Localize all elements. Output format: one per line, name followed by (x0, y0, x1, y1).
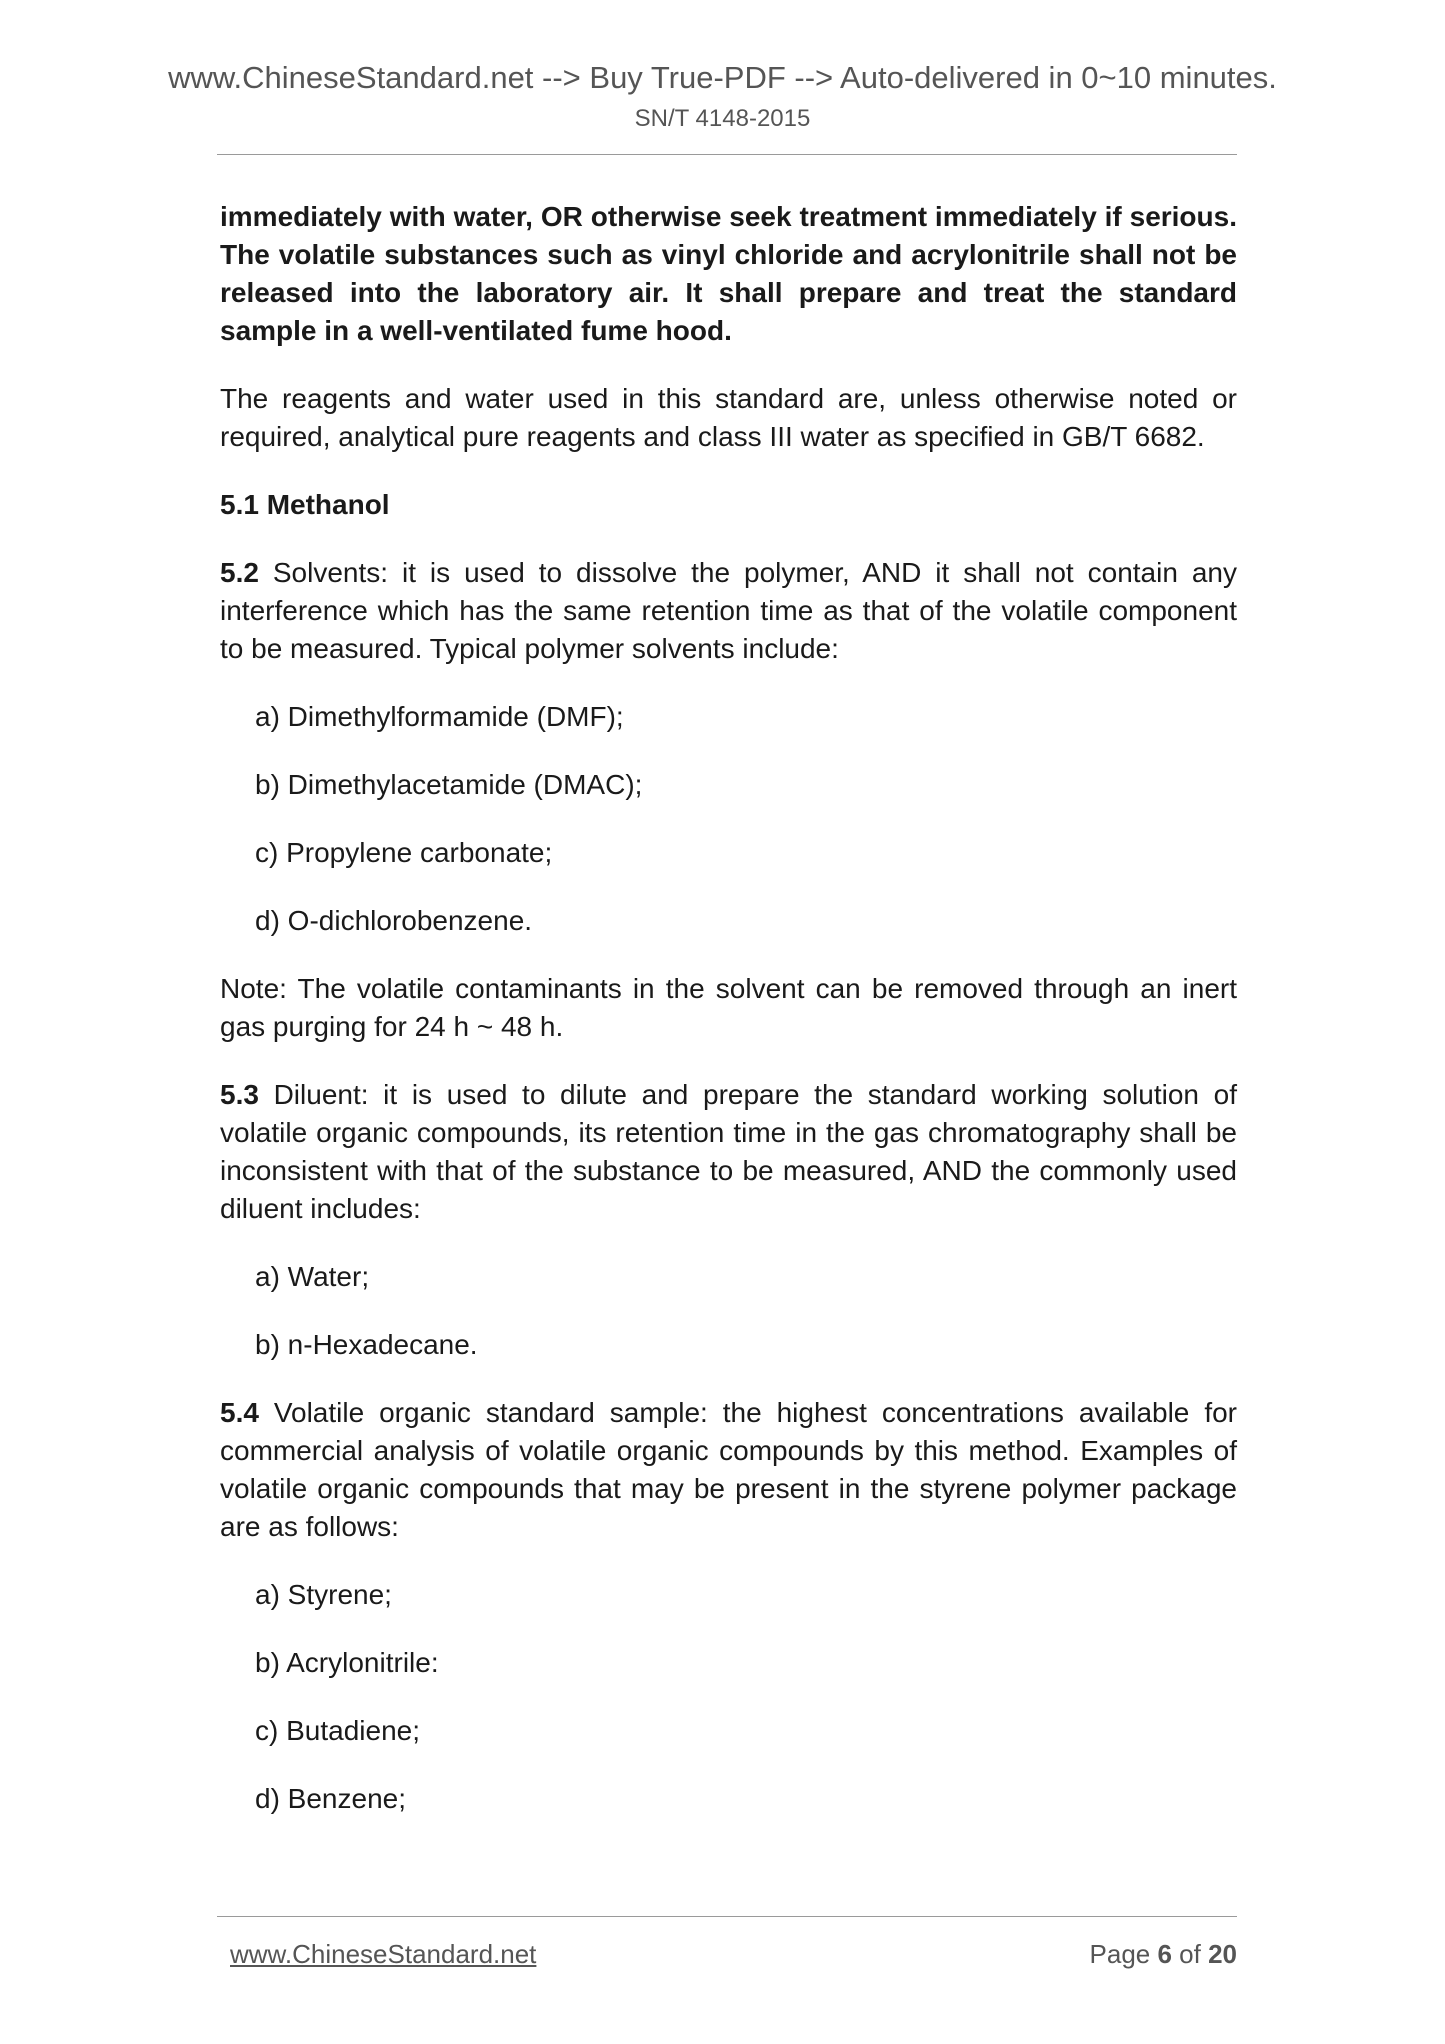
document-id: SN/T 4148-2015 (634, 105, 811, 132)
footer-website-link[interactable]: www.ChineseStandard.net (230, 1939, 537, 1969)
list-item-diluent-b: b) n-Hexadecane. (255, 1329, 478, 1360)
header-banner: www.ChineseStandard.net --> Buy True-PDF --> Auto-delivered in 0~10 minutes. (168, 60, 1277, 95)
header-divider (217, 154, 1237, 155)
list-item-compound-a: a) Styrene; (255, 1579, 392, 1610)
section-5-1-heading: 5.1 Methanol (220, 489, 390, 520)
reagents-paragraph: The reagents and water used in this standard are, unless otherwise noted or required, analytical pure reagents and class III water as specified in GB/T 6682. (220, 383, 1237, 452)
page-of: of (1171, 1939, 1209, 1969)
section-5-3-number: 5.3 (220, 1079, 259, 1110)
page-body (220, 198, 1237, 1848)
list-item-compound-d: d) Benzene; (255, 1783, 406, 1814)
section-5-4-number: 5.4 (220, 1397, 259, 1428)
section-5-2-number: 5.2 (220, 557, 259, 588)
list-item-compound-b: b) Acrylonitrile: (255, 1647, 439, 1678)
section-5-3-text: Diluent: it is used to dilute and prepare the standard working solution of volatile organic compounds, its retention time in the gas chromatography shall be inconsistent with that of the substance to be measured, AND the commonly used diluent includes: (220, 1079, 1237, 1224)
list-item-diluent-a: a) Water; (255, 1261, 370, 1292)
section-5-3-paragraph (220, 1076, 1237, 1228)
safety-warning-paragraph: immediately with water, OR otherwise seek treatment immediately if serious. The volatile substances such as vinyl chloride and acrylonitrile shall not be released into the laboratory air. It shall prepare and treat the standard sample in a well-ventilated fume hood. (220, 201, 1237, 346)
section-5-2-text: Solvents: it is used to dissolve the polymer, AND it shall not contain any interference which has the same retention time as that of the volatile component to be measured. Typical polymer solvents include: (220, 557, 1237, 664)
page-total: 20 (1208, 1939, 1237, 1969)
section-5-4-text: Volatile organic standard sample: the highest concentrations available for commercial analysis of volatile organic compounds by this method. Examples of volatile organic compounds that may be present in the styrene polymer package are as follows: (220, 1397, 1237, 1542)
page-current: 6 (1157, 1939, 1172, 1969)
section-5-4-paragraph (220, 1394, 1237, 1546)
list-item-solvent-a: a) Dimethylformamide (DMF); (255, 701, 624, 732)
page-prefix: Page (1089, 1939, 1158, 1969)
page-number (1090, 1937, 1237, 1971)
list-item-solvent-b: b) Dimethylacetamide (DMAC); (255, 769, 643, 800)
list-item-compound-c: c) Butadiene; (255, 1715, 420, 1746)
section-5-2-paragraph (220, 554, 1237, 668)
list-item-solvent-c: c) Propylene carbonate; (255, 837, 553, 868)
note-paragraph: Note: The volatile contaminants in the solvent can be removed through an inert gas purging for 24 h ~ 48 h. (220, 973, 1237, 1042)
footer-divider (217, 1916, 1237, 1917)
list-item-solvent-d: d) O-dichlorobenzene. (255, 905, 533, 936)
